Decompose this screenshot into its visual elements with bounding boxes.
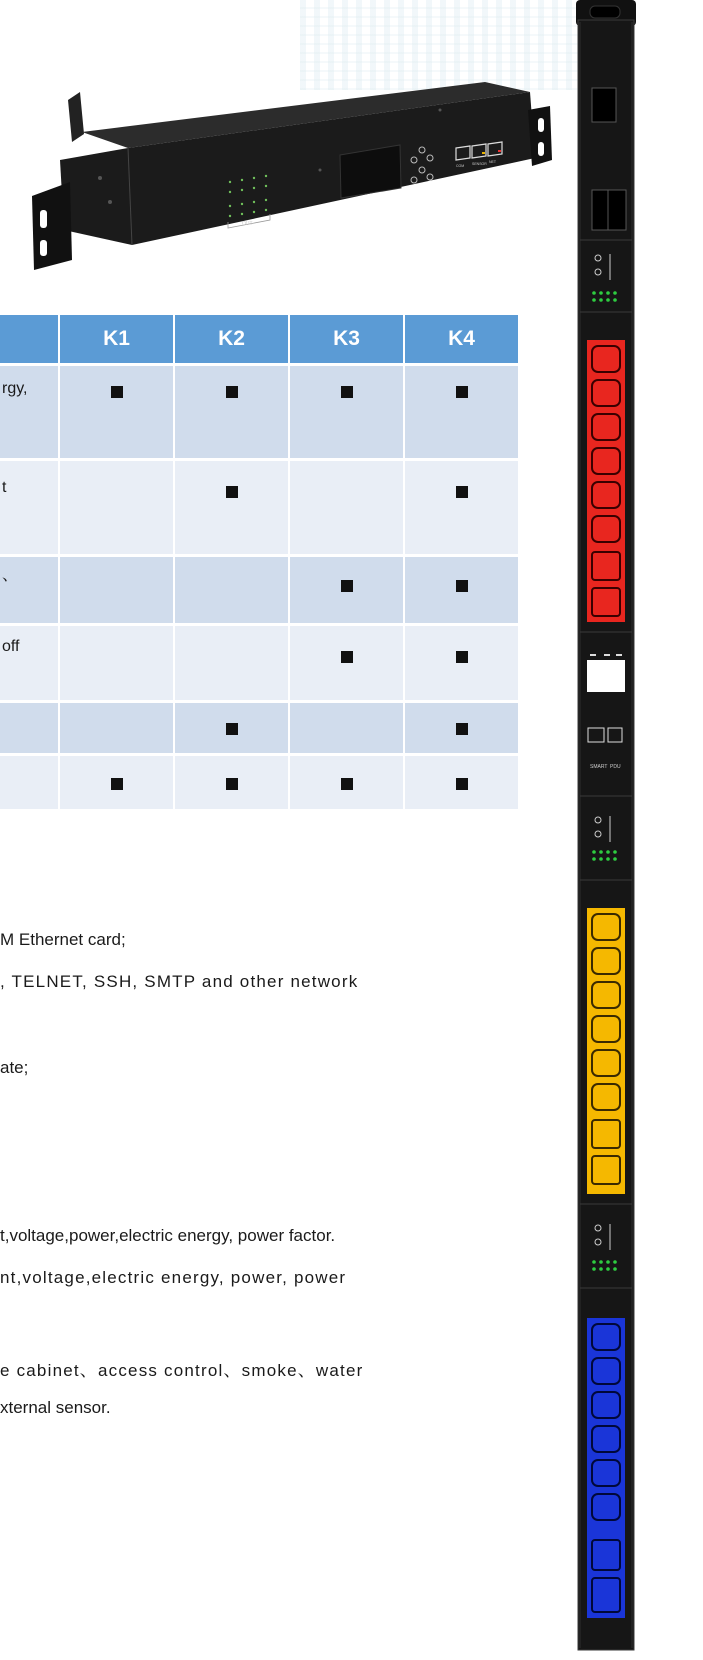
- mark-square: [111, 778, 123, 790]
- mark-square: [456, 580, 468, 592]
- mark-square: [111, 386, 123, 398]
- out-label: OUT: [242, 221, 253, 227]
- vertical-pdu-image: [570, 0, 642, 1660]
- mark-cell: [60, 756, 173, 809]
- mark-cell: [60, 557, 173, 623]
- function-matrix-table: [0, 312, 520, 812]
- mark-cell: [405, 366, 518, 458]
- table-row: [0, 756, 518, 809]
- mark-cell: [60, 366, 173, 458]
- table-row: [0, 557, 518, 623]
- table-row: [0, 626, 518, 700]
- mark-cell: [175, 626, 288, 700]
- feature-line: t,voltage,power,electric energy, power factor.: [0, 1226, 336, 1245]
- row-label: [0, 703, 58, 753]
- mark-square: [226, 723, 238, 735]
- mark-cell: [290, 626, 403, 700]
- header-k2: K2: [175, 315, 288, 363]
- mark-square: [456, 778, 468, 790]
- feature-line: xternal sensor.: [0, 1398, 111, 1417]
- mark-square: [456, 486, 468, 498]
- mark-square: [341, 580, 353, 592]
- header-k3: K3: [290, 315, 403, 363]
- table-row: [0, 461, 518, 554]
- mark-cell: [290, 557, 403, 623]
- mark-cell: [405, 461, 518, 554]
- feature-line: e cabinet、access control、smoke、water: [0, 1361, 364, 1380]
- mark-cell: [405, 557, 518, 623]
- mark-square: [226, 778, 238, 790]
- mark-cell: [175, 366, 288, 458]
- svg-text:SENSOR: SENSOR: [472, 162, 487, 166]
- mark-cell: [175, 461, 288, 554]
- mark-square: [456, 723, 468, 735]
- mark-cell: [60, 461, 173, 554]
- mark-cell: [405, 703, 518, 753]
- mark-square: [341, 651, 353, 663]
- mark-cell: [405, 626, 518, 700]
- mark-cell: [290, 461, 403, 554]
- feature-line: nt,voltage,electric energy, power, power: [0, 1268, 347, 1287]
- table-row: [0, 366, 518, 458]
- mark-cell: [175, 756, 288, 809]
- mark-square: [341, 386, 353, 398]
- row-label: [0, 756, 58, 809]
- mark-cell: [175, 557, 288, 623]
- table-row: [0, 703, 518, 753]
- table-header-row: [0, 315, 518, 363]
- feature-line: , TELNET, SSH, SMTP and other network: [0, 972, 359, 991]
- svg-text:NET: NET: [489, 160, 496, 164]
- mark-cell: [60, 703, 173, 753]
- row-label: t: [0, 461, 58, 554]
- horizontal-pdu-image: [20, 70, 560, 270]
- mark-cell: [290, 703, 403, 753]
- feature-line: M Ethernet card;: [0, 930, 126, 949]
- header-function: [0, 315, 58, 363]
- mark-cell: [175, 703, 288, 753]
- header-k1: K1: [60, 315, 173, 363]
- row-label: rgy,: [0, 366, 58, 458]
- row-label: off: [0, 626, 58, 700]
- mark-cell: [60, 626, 173, 700]
- mark-cell: [290, 366, 403, 458]
- mark-square: [456, 386, 468, 398]
- mark-cell: [290, 756, 403, 809]
- mark-square: [226, 486, 238, 498]
- mark-cell: [405, 756, 518, 809]
- mark-square: [341, 778, 353, 790]
- row-label: 、: [0, 557, 58, 623]
- header-k4: K4: [405, 315, 518, 363]
- svg-text:SMART: SMART: [590, 764, 608, 770]
- svg-text:COM: COM: [456, 164, 465, 168]
- feature-line: ate;: [0, 1058, 29, 1077]
- mark-square: [226, 386, 238, 398]
- mark-square: [456, 651, 468, 663]
- svg-text:PDU: PDU: [610, 764, 621, 770]
